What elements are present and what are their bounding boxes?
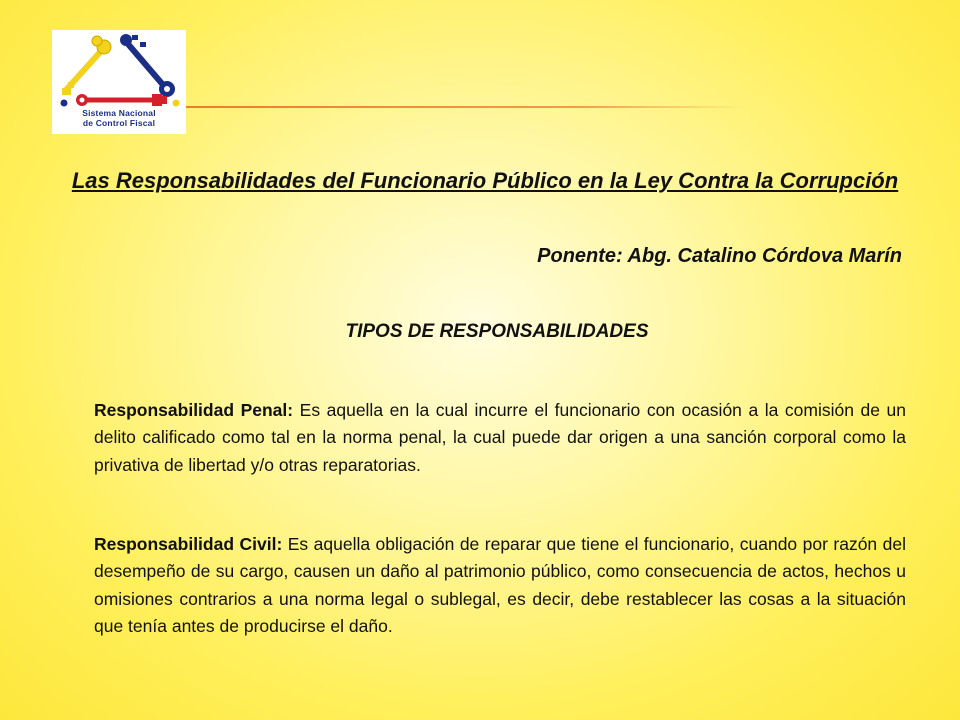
paragraph-civil (94, 531, 906, 641)
speaker-line: Ponente: Abg. Catalino Córdova Marín (537, 245, 902, 267)
sncf-logo (52, 30, 186, 134)
yellow-dot-icon (173, 100, 180, 107)
paragraph-penal (94, 397, 906, 480)
logo-line-2: de Control Fiscal (82, 118, 156, 128)
yellow-key-icon (62, 36, 111, 95)
section-heading: TIPOS DE RESPONSABILIDADES (345, 321, 649, 342)
paragraph-lead: Responsabilidad Penal: (94, 399, 294, 420)
paragraph-text: Es aquella obligación de reparar que tiene el funcionario, cuando por razón del desempeño de su cargo, causen un daño al patrimonio público, como consecuencia de actos, hechos u omisiones contrarios a una norma legal o sublegal, es decir, debe restablecer las cosas a la situación que tenía antes de producirse el daño. (94, 533, 906, 636)
logo-line-1: Sistema Nacional (82, 108, 156, 118)
page-title: Las Responsabilidades del Funcionario Público en la Ley Contra la Corrupción (71, 168, 899, 193)
blue-key-icon (120, 34, 175, 97)
keys-triangle-icon (52, 30, 186, 108)
header-rule (186, 106, 746, 108)
blue-dot-icon (61, 100, 68, 107)
red-key-icon (76, 94, 167, 106)
paragraph-lead: Responsabilidad Civil: (94, 533, 283, 554)
paragraph-text: Es aquella en la cual incurre el funcionario con ocasión a la comisión de un delito calificado como tal en la norma penal, la cual puede dar origen a una sanción corporal como la privativa de libertad y/o otras reparatorias. (94, 399, 906, 475)
logo-text (52, 108, 186, 128)
